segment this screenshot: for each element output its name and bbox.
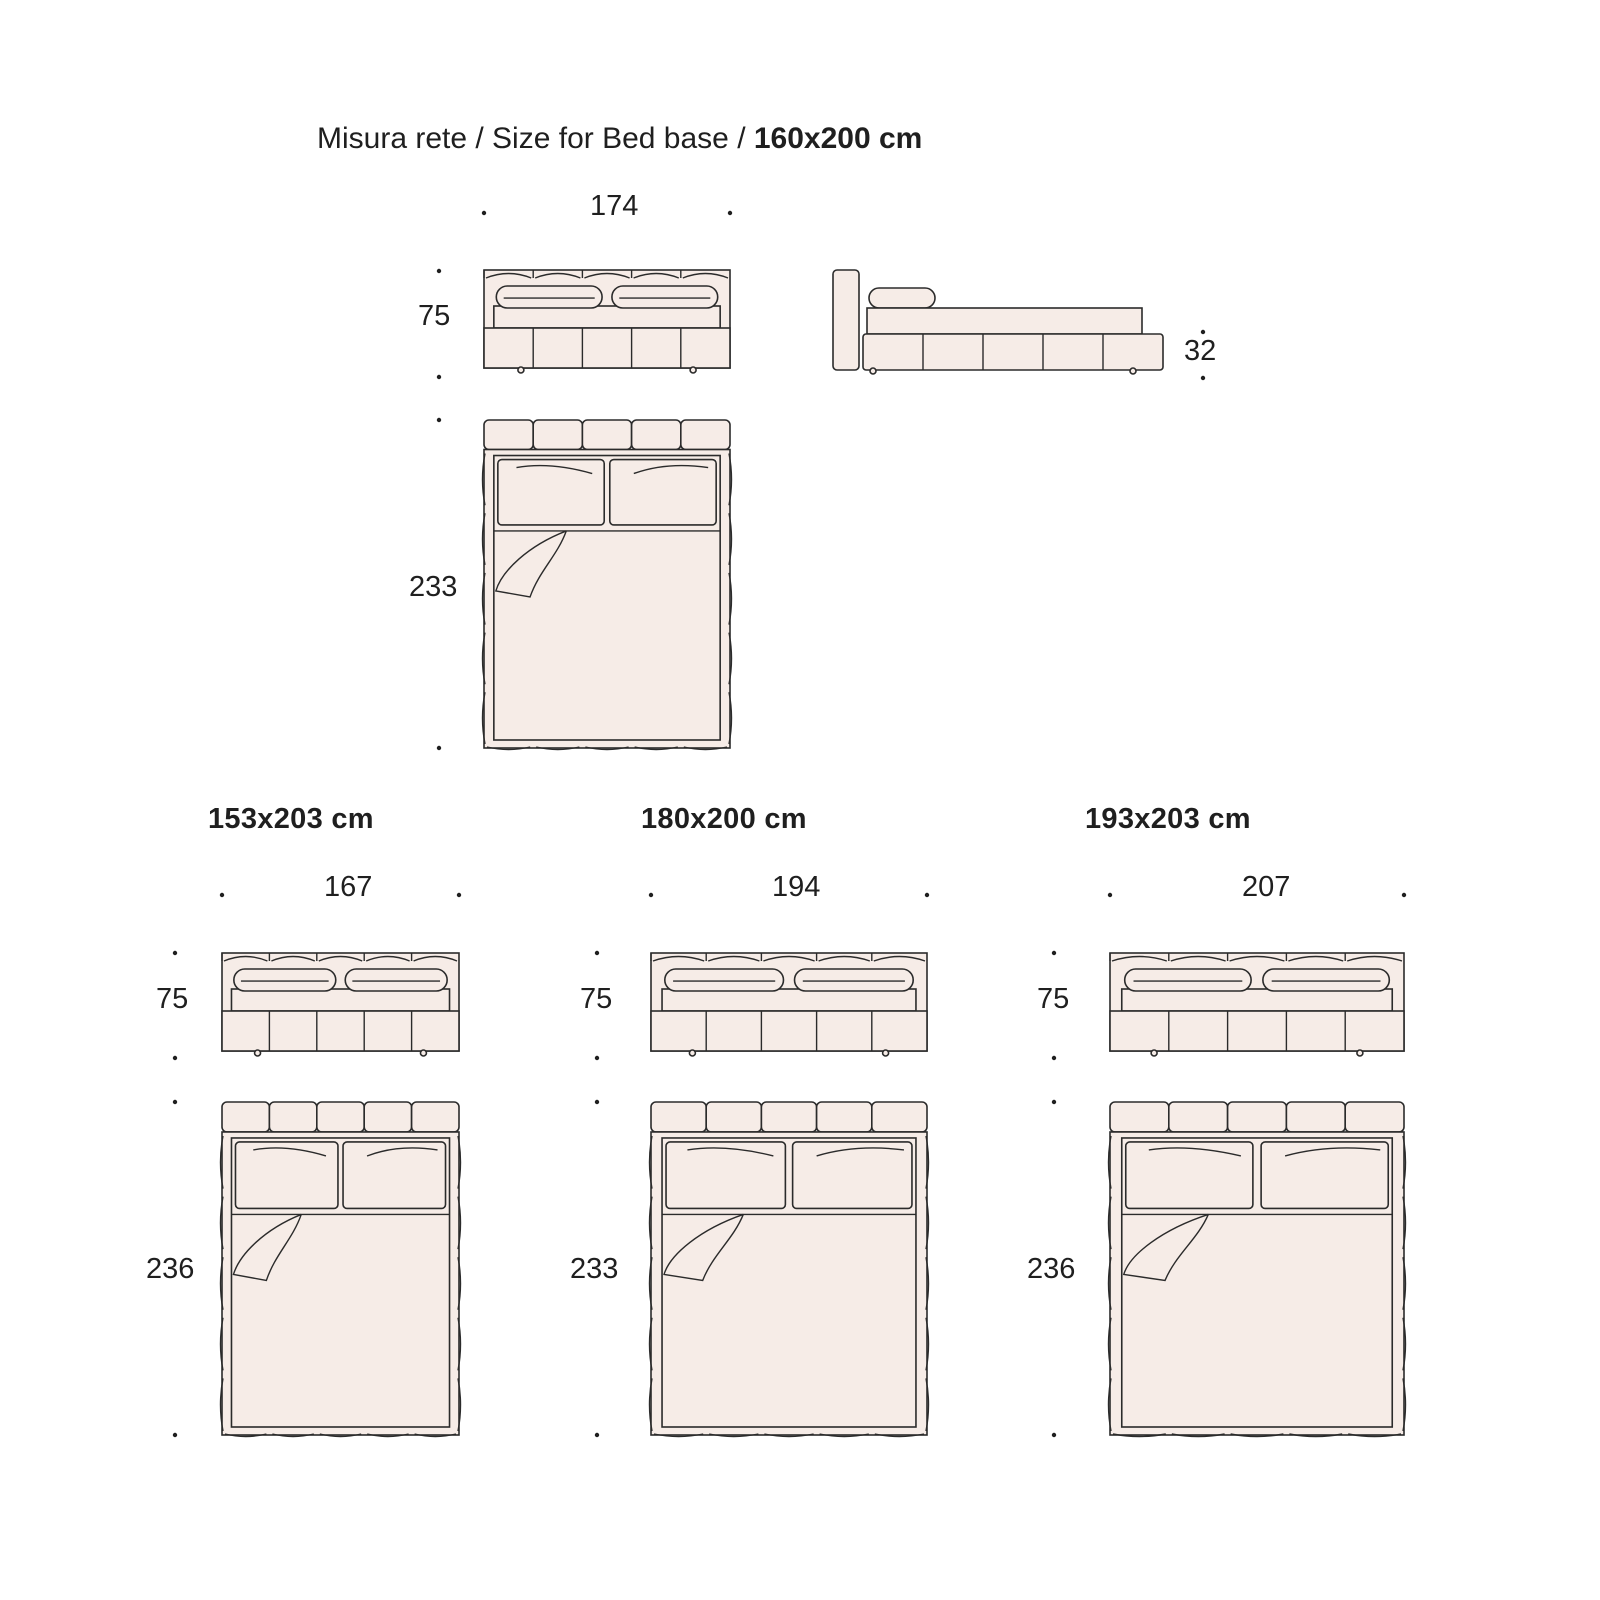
variant-1-width-label: 167 <box>324 871 373 903</box>
side-mattress <box>867 308 1142 334</box>
marker-dot <box>173 1100 177 1104</box>
marker-dot <box>595 1056 599 1060</box>
marker-dot <box>437 418 441 422</box>
pillow-left-top <box>235 1142 337 1208</box>
bed-foot <box>689 1050 695 1056</box>
main-bed <box>483 270 732 750</box>
variant-2-size-label: 180x200 cm <box>641 803 807 835</box>
headboard-cushion <box>484 420 533 450</box>
bed-foot <box>255 1050 261 1056</box>
variant-1-height-label: 75 <box>156 983 189 1015</box>
bed-base <box>484 328 730 368</box>
pillow-left-top <box>498 460 604 525</box>
main-base-height-label: 32 <box>1184 335 1217 367</box>
bed-foot <box>870 368 876 374</box>
marker-dot <box>595 951 599 955</box>
variant-2-bed <box>650 953 929 1437</box>
bed-foot <box>1130 368 1136 374</box>
variant-1-length-label: 236 <box>146 1253 195 1285</box>
marker-dot <box>173 951 177 955</box>
headboard-cushion <box>582 420 631 450</box>
mattress <box>494 306 720 328</box>
side-headboard <box>833 270 859 370</box>
marker-dot <box>1052 951 1056 955</box>
bed-base <box>651 1011 927 1051</box>
marker-dot <box>1052 1100 1056 1104</box>
headboard-cushion <box>1286 1102 1345 1132</box>
headboard-cushion <box>364 1102 411 1132</box>
headboard-cushion <box>1169 1102 1228 1132</box>
main-height-label: 75 <box>418 300 451 332</box>
marker-dot <box>482 211 486 215</box>
marker-dot <box>437 746 441 750</box>
pillow-left <box>1125 969 1251 991</box>
variant-3-bed <box>1109 953 1406 1437</box>
bed-base <box>222 1011 459 1051</box>
main-width-label: 174 <box>590 190 639 222</box>
marker-dot <box>220 893 224 897</box>
headboard-cushion <box>222 1102 269 1132</box>
variant-3-size-label: 193x203 cm <box>1085 803 1251 835</box>
pillow-left <box>234 969 336 991</box>
mattress <box>1122 989 1392 1011</box>
headboard-cushion <box>1228 1102 1287 1132</box>
headboard-cushion <box>1345 1102 1404 1132</box>
variant-3-length-label: 236 <box>1027 1253 1076 1285</box>
pillow-left-top <box>1126 1142 1253 1208</box>
marker-dot <box>925 893 929 897</box>
pillow-right <box>795 969 914 991</box>
headboard-cushion <box>872 1102 927 1132</box>
variant-2-width-label: 194 <box>772 871 821 903</box>
bed-foot <box>420 1050 426 1056</box>
side-pillow <box>869 288 935 308</box>
headboard-cushion <box>412 1102 459 1132</box>
pillow-right <box>345 969 447 991</box>
bed-base <box>1110 1011 1404 1051</box>
marker-dot <box>728 211 732 215</box>
headboard-cushion <box>317 1102 364 1132</box>
bed-foot <box>1357 1050 1363 1056</box>
marker-dot <box>595 1433 599 1437</box>
mattress <box>662 989 916 1011</box>
marker-dot <box>437 269 441 273</box>
marker-dot <box>649 893 653 897</box>
pillow-left <box>496 286 602 308</box>
marker-dot <box>437 375 441 379</box>
bed-foot <box>518 367 524 373</box>
pillow-right <box>1263 969 1389 991</box>
main-bed-side-view <box>833 270 1163 374</box>
mattress <box>231 989 449 1011</box>
bed-foot <box>883 1050 889 1056</box>
headboard-cushion <box>706 1102 761 1132</box>
bed-foot <box>1151 1050 1157 1056</box>
headboard-cushion <box>761 1102 816 1132</box>
pillow-left <box>665 969 784 991</box>
marker-dot <box>1108 893 1112 897</box>
headboard-cushion <box>1110 1102 1169 1132</box>
marker-dot <box>1402 893 1406 897</box>
marker-dot <box>457 893 461 897</box>
bed-foot <box>690 367 696 373</box>
marker-dot <box>1201 376 1205 380</box>
pillow-right-top <box>343 1142 445 1208</box>
variant-2-length-label: 233 <box>570 1253 619 1285</box>
pillow-right-top <box>610 460 716 525</box>
marker-dot <box>595 1100 599 1104</box>
pillow-right-top <box>1261 1142 1388 1208</box>
variant-3-height-label: 75 <box>1037 983 1070 1015</box>
pillow-right <box>612 286 718 308</box>
title-bed-size: 160x200 cm <box>753 122 923 155</box>
title-prefix: Misura rete / Size for Bed base / <box>317 122 754 155</box>
variant-1-bed <box>221 953 461 1437</box>
variant-2-height-label: 75 <box>580 983 613 1015</box>
headboard-cushion <box>533 420 582 450</box>
variant-3-width-label: 207 <box>1242 871 1291 903</box>
headboard-cushion <box>651 1102 706 1132</box>
headboard-cushion <box>632 420 681 450</box>
marker-dot <box>1052 1056 1056 1060</box>
headboard-cushion <box>817 1102 872 1132</box>
variant-1-size-label: 153x203 cm <box>208 803 374 835</box>
main-length-label: 233 <box>409 571 458 603</box>
pillow-right-top <box>793 1142 912 1208</box>
marker-dot <box>173 1433 177 1437</box>
marker-dot <box>1201 330 1205 334</box>
marker-dot <box>173 1056 177 1060</box>
headboard-cushion <box>681 420 730 450</box>
pillow-left-top <box>666 1142 785 1208</box>
headboard-cushion <box>269 1102 316 1132</box>
marker-dot <box>1052 1433 1056 1437</box>
side-base <box>863 334 1163 370</box>
